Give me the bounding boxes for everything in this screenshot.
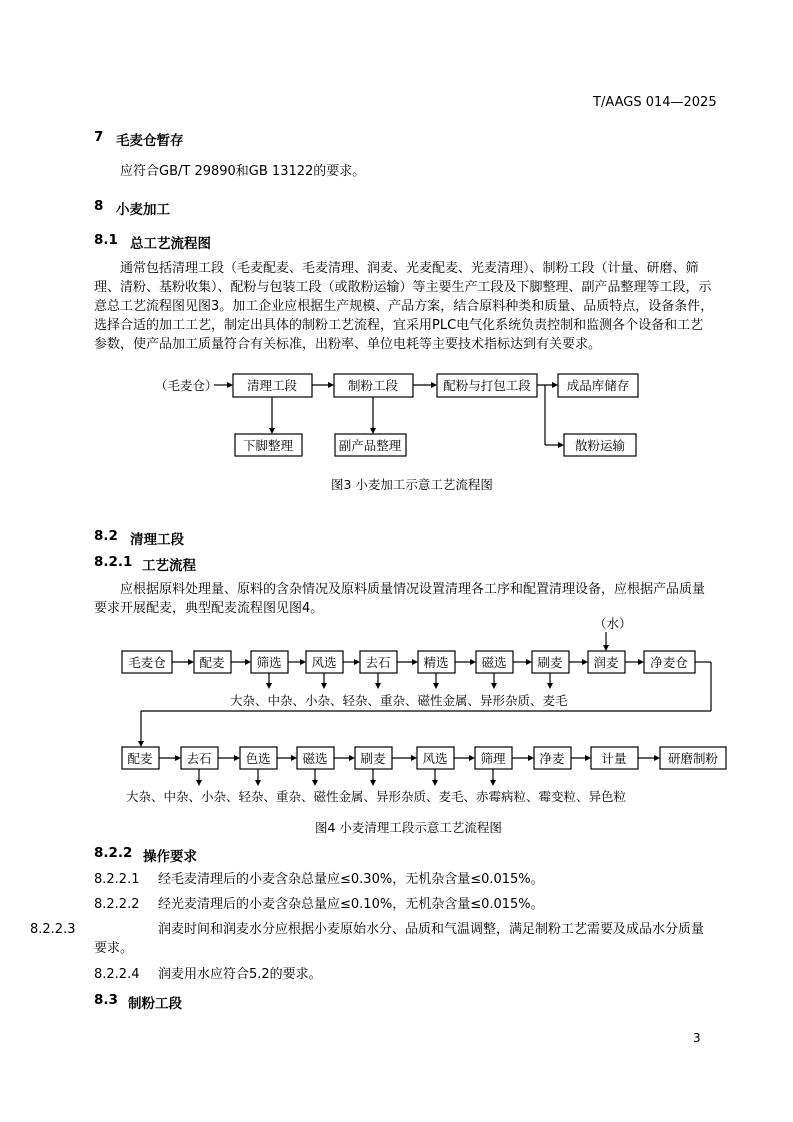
fig4-row1-step-1: 毛麦仓 — [128, 655, 166, 670]
fig4-row2-step-5: 刷麦 — [360, 751, 386, 766]
section-8-3-title: 制粉工段 — [128, 996, 182, 1012]
section-8-2-2-num: 8.2.2 — [94, 845, 133, 861]
section-8-2-2-title: 操作要求 — [143, 849, 197, 865]
fig4-row1-step-6: 精选 — [423, 655, 449, 670]
item-8-2-2-1-text: 经毛麦清理后的小麦含杂总量应≤0.30%，无机杂含量≤0.015%。 — [158, 872, 544, 887]
section-8-2-1-num: 8.2.1 — [94, 554, 133, 570]
fig4-row2 — [122, 747, 726, 769]
item-8-2-2-2-num: 8.2.2.2 — [94, 897, 140, 912]
section-8-1-title: 总工艺流程图 — [130, 236, 211, 252]
fig4-row2-step-6: 风选 — [422, 751, 448, 766]
fig3-start: （毛麦仓） — [155, 378, 218, 393]
section-8-1-num: 8.1 — [94, 232, 118, 248]
fig3-branch-3-label: 散粉运输 — [574, 438, 626, 453]
section-8-2-1-text: 应根据原料处理量、原料的含杂情况及原料质量情况设置清理各工序和配置清理设备，应根据产品质量要求开展配麦，典型配麦流程图见图4。 — [94, 582, 706, 616]
fig4-row2-step-7: 筛理 — [480, 751, 506, 766]
fig4-water: （水） — [594, 616, 632, 631]
item-8-2-2-4-text: 润麦用水应符合5.2的要求。 — [158, 967, 322, 982]
fig3-step-1-label: 清理工段 — [246, 378, 298, 393]
page-number: 3 — [693, 1031, 701, 1045]
item-8-2-2-2-text: 经光麦清理后的小麦含杂总量应≤0.10%，无机杂含量≤0.015%。 — [158, 897, 544, 912]
section-8-title: 小麦加工 — [116, 202, 170, 218]
item-8-2-2-1-num: 8.2.2.1 — [94, 872, 140, 887]
section-8-num: 8 — [94, 198, 104, 214]
fig3-step-4-label: 成品库储存 — [566, 378, 630, 393]
item-8-2-2-3 — [30, 920, 716, 958]
fig4-row2-outputs: 大杂、中杂、小杂、轻杂、重杂、磁性金属、异形杂质、麦毛、赤霉病粒、霉变粒、异色粒 — [126, 789, 627, 804]
fig4-row1-step-5: 去石 — [365, 655, 391, 670]
figure-3-caption: 图3 小麦加工示意工艺流程图 — [331, 477, 493, 492]
fig4-row2-step-4: 磁选 — [302, 751, 328, 766]
figure-4-caption: 图4 小麦清理工段示意工艺流程图 — [315, 820, 502, 835]
fig4-row1-step-7: 磁选 — [481, 655, 507, 670]
fig4-row2-step-3: 色选 — [245, 751, 271, 766]
section-7-text: 应符合GB/T 29890和GB 13122的要求。 — [120, 164, 366, 179]
item-8-2-2-3-text: 润麦时间和润麦水分应根据小麦原始水分、品质和气温调整，满足制粉工艺需要及成品水分质量要求。 — [94, 922, 705, 956]
item-8-2-2-4-num: 8.2.2.4 — [94, 967, 140, 982]
fig3-branch-1-label: 下脚整理 — [242, 438, 294, 453]
fig4-row1-step-9: 润麦 — [593, 655, 619, 670]
section-7-title: 毛麦仓暂存 — [116, 133, 184, 149]
fig3-branch-2-label: 副产品整理 — [338, 438, 402, 453]
fig4-row2-step-10: 研磨制粉 — [667, 751, 719, 766]
fig4-row1-step-2: 配麦 — [199, 655, 225, 670]
section-7-num: 7 — [94, 129, 104, 145]
section-8-2-title: 清理工段 — [130, 532, 184, 548]
fig4-row1-outputs: 大杂、中杂、小杂、轻杂、重杂、磁性金属、异形杂质、麦毛 — [230, 693, 568, 708]
fig4-row2-step-2: 去石 — [186, 751, 212, 766]
fig3-step-2-label: 制粉工段 — [347, 378, 399, 393]
fig4-row2-step-1: 配麦 — [127, 751, 153, 766]
standard-number: T/AAGS 014—2025 — [593, 95, 717, 110]
fig4-row1-step-3: 筛选 — [256, 655, 282, 670]
fig3-step-3-label: 配粉与打包工段 — [443, 378, 531, 393]
fig4-row2-step-9: 计量 — [601, 751, 627, 766]
fig4-row1-step-10: 净麦仓 — [650, 655, 688, 670]
item-8-2-2-3-num: 8.2.2.3 — [30, 922, 76, 937]
section-8-1-text: 通常包括清理工段（毛麦配麦、毛麦清理、润麦、光麦配麦、光麦清理）、制粉工段（计量、研磨、筛理、清粉、基粉收集）、配粉与包装工段（或散粉运输）等主要生产工段及下脚整理、副产品整理等工段，示意总工艺流程图见图3。加工企业应根据生产规模、产品方案，结合原料种类和质量、品质特点，设备条件，选择合适的加工工艺，制定出具体的制粉工艺流程，宜采用PLC电气化系统负责控制和监测各个设备和工艺参数，使产品加工质量符合有关标准，出粉率、单位电耗等主要技术指标达到有关要求。 — [94, 261, 714, 352]
fig4-row2-step-8: 净麦 — [539, 751, 565, 766]
section-8-2-1-title: 工艺流程 — [142, 558, 196, 574]
fig4-row1-step-8: 刷麦 — [537, 655, 563, 670]
section-8-2-num: 8.2 — [94, 528, 118, 544]
section-8-3-num: 8.3 — [94, 992, 118, 1008]
fig4-row1-step-4: 风选 — [311, 655, 337, 670]
